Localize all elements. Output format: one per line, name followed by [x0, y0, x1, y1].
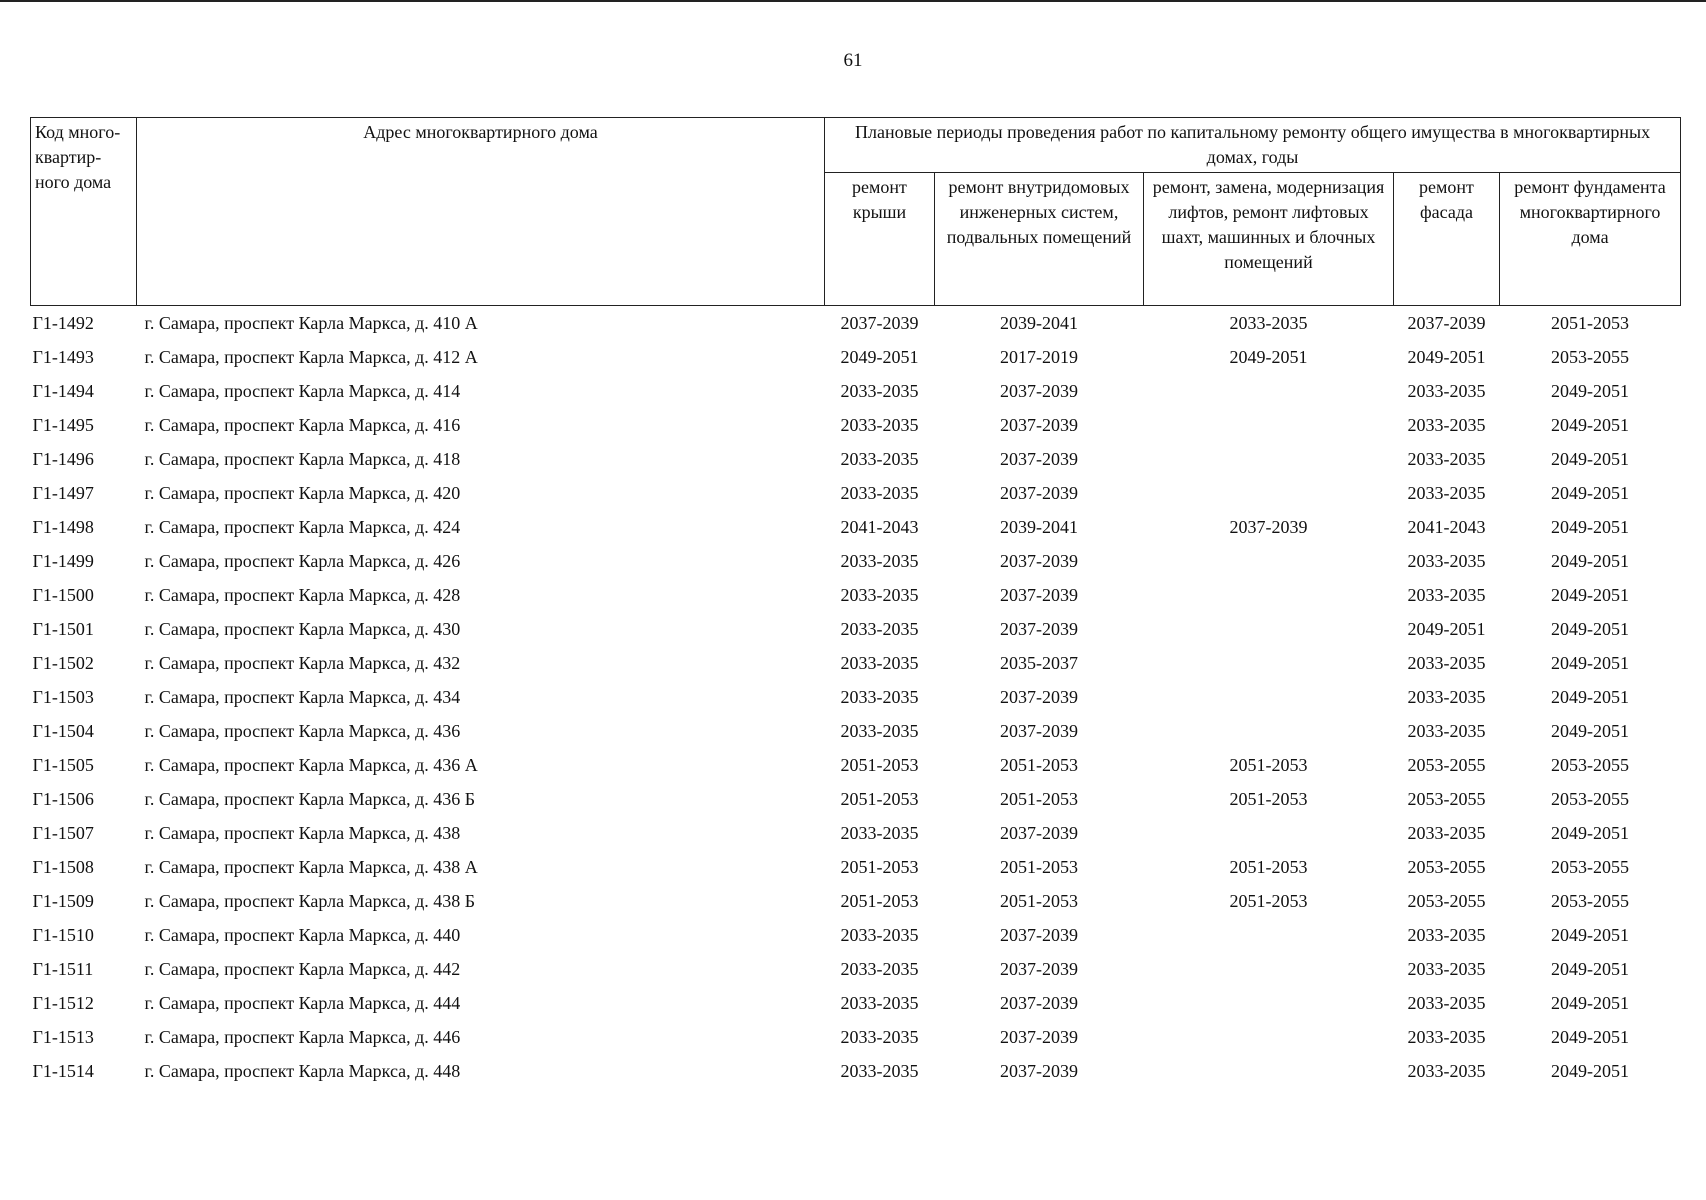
cell-code: Г1-1514 — [32, 1061, 94, 1081]
cell-systems: 2051-2053 — [1000, 857, 1078, 877]
cell-systems: 2037-2039 — [1000, 551, 1078, 571]
cell-address: г. Самара, проспект Карла Маркса, д. 412 А — [144, 347, 478, 367]
cell-systems: 2037-2039 — [1000, 721, 1078, 741]
cell-roof: 2033-2035 — [840, 959, 919, 979]
cell-elevators: 2033-2035 — [1229, 313, 1308, 333]
cell-elevators — [1144, 1020, 1394, 1054]
header-facade: ремонт фасада — [1394, 173, 1500, 306]
cell-code: Г1-1502 — [32, 653, 94, 673]
cell-address: г. Самара, проспект Карла Маркса, д. 446 — [144, 1027, 461, 1047]
cell-foundation: 2051-2053 — [1551, 313, 1630, 333]
cell-foundation: 2049-2051 — [1551, 449, 1630, 469]
cell-roof: 2033-2035 — [840, 721, 919, 741]
cell-code: Г1-1498 — [32, 517, 94, 537]
cell-code: Г1-1505 — [32, 755, 94, 775]
table-row — [31, 714, 1681, 748]
cell-elevators — [1144, 816, 1394, 850]
cell-facade: 2053-2055 — [1407, 857, 1486, 877]
cell-elevators — [1144, 918, 1394, 952]
cell-code: Г1-1506 — [32, 789, 94, 809]
cell-systems: 2051-2053 — [1000, 755, 1078, 775]
cell-systems: 2039-2041 — [1000, 517, 1078, 537]
header-periods-group: Плановые периоды проведения работ по капитальному ремонту общего имущества в многоквартирных домах, годы — [825, 118, 1681, 173]
cell-address: г. Самара, проспект Карла Маркса, д. 416 — [144, 415, 461, 435]
cell-code: Г1-1513 — [32, 1027, 94, 1047]
cell-elevators: 2051-2053 — [1229, 789, 1308, 809]
cell-code: Г1-1511 — [32, 959, 94, 979]
cell-facade: 2053-2055 — [1407, 891, 1486, 911]
cell-code: Г1-1492 — [32, 313, 94, 333]
table-row — [31, 884, 1681, 918]
cell-systems: 2037-2039 — [1000, 993, 1078, 1013]
cell-foundation: 2049-2051 — [1551, 381, 1630, 401]
cell-systems: 2037-2039 — [1000, 823, 1078, 843]
cell-systems: 2039-2041 — [1000, 313, 1078, 333]
cell-systems: 2037-2039 — [1000, 415, 1078, 435]
table-row — [31, 510, 1681, 544]
cell-systems: 2035-2037 — [1000, 653, 1078, 673]
cell-address: г. Самара, проспект Карла Маркса, д. 410 А — [144, 313, 478, 333]
cell-facade: 2033-2035 — [1407, 415, 1486, 435]
table-row — [31, 1020, 1681, 1054]
table-row — [31, 340, 1681, 374]
header-elevators: ремонт, замена, модернизация лифтов, ремонт лифтовых шахт, машинных и блочных помещений — [1144, 173, 1394, 306]
cell-address: г. Самара, проспект Карла Маркса, д. 430 — [144, 619, 461, 639]
cell-elevators — [1144, 680, 1394, 714]
cell-code: Г1-1504 — [32, 721, 94, 741]
capital-repair-table — [30, 117, 1681, 1088]
cell-facade: 2033-2035 — [1407, 585, 1486, 605]
cell-code: Г1-1495 — [32, 415, 94, 435]
cell-roof: 2033-2035 — [840, 449, 919, 469]
cell-facade: 2053-2055 — [1407, 789, 1486, 809]
cell-address: г. Самара, проспект Карла Маркса, д. 444 — [144, 993, 461, 1013]
cell-foundation: 2053-2055 — [1551, 857, 1630, 877]
cell-roof: 2033-2035 — [840, 823, 919, 843]
cell-code: Г1-1507 — [32, 823, 94, 843]
cell-facade: 2033-2035 — [1407, 687, 1486, 707]
table-row — [31, 612, 1681, 646]
cell-systems: 2037-2039 — [1000, 959, 1078, 979]
cell-elevators — [1144, 646, 1394, 680]
cell-systems: 2037-2039 — [1000, 619, 1078, 639]
cell-roof: 2033-2035 — [840, 483, 919, 503]
cell-elevators — [1144, 1054, 1394, 1088]
top-rule — [0, 0, 1706, 2]
cell-address: г. Самара, проспект Карла Маркса, д. 428 — [144, 585, 461, 605]
cell-elevators: 2037-2039 — [1229, 517, 1308, 537]
cell-facade: 2033-2035 — [1407, 483, 1486, 503]
cell-facade: 2033-2035 — [1407, 993, 1486, 1013]
cell-roof: 2051-2053 — [840, 891, 919, 911]
cell-foundation: 2049-2051 — [1551, 1061, 1630, 1081]
cell-elevators — [1144, 442, 1394, 476]
cell-facade: 2041-2043 — [1407, 517, 1486, 537]
cell-address: г. Самара, проспект Карла Маркса, д. 420 — [144, 483, 461, 503]
cell-roof: 2051-2053 — [840, 755, 919, 775]
cell-elevators: 2049-2051 — [1229, 347, 1308, 367]
header-roof: ремонт крыши — [825, 173, 935, 306]
cell-foundation: 2053-2055 — [1551, 789, 1630, 809]
header-address: Адрес многоквартирного дома — [137, 118, 825, 306]
table-row — [31, 306, 1681, 341]
cell-address: г. Самара, проспект Карла Маркса, д. 414 — [144, 381, 461, 401]
table-row — [31, 816, 1681, 850]
header-code: Код много-квартир-ного дома — [31, 118, 137, 306]
cell-elevators — [1144, 578, 1394, 612]
cell-roof: 2033-2035 — [840, 1027, 919, 1047]
cell-foundation: 2049-2051 — [1551, 721, 1630, 741]
table-row — [31, 408, 1681, 442]
table-row — [31, 374, 1681, 408]
cell-elevators — [1144, 374, 1394, 408]
cell-systems: 2037-2039 — [1000, 925, 1078, 945]
cell-address: г. Самара, проспект Карла Маркса, д. 436 Б — [144, 789, 476, 809]
cell-foundation: 2049-2051 — [1551, 585, 1630, 605]
cell-facade: 2049-2051 — [1407, 347, 1486, 367]
cell-address: г. Самара, проспект Карла Маркса, д. 438 Б — [144, 891, 476, 911]
cell-roof: 2033-2035 — [840, 653, 919, 673]
cell-roof: 2037-2039 — [840, 313, 919, 333]
cell-roof: 2033-2035 — [840, 585, 919, 605]
table-row — [31, 952, 1681, 986]
cell-code: Г1-1500 — [32, 585, 94, 605]
cell-elevators — [1144, 714, 1394, 748]
cell-roof: 2033-2035 — [840, 415, 919, 435]
cell-elevators: 2051-2053 — [1229, 891, 1308, 911]
cell-code: Г1-1496 — [32, 449, 94, 469]
cell-roof: 2049-2051 — [840, 347, 919, 367]
cell-address: г. Самара, проспект Карла Маркса, д. 432 — [144, 653, 461, 673]
cell-facade: 2053-2055 — [1407, 755, 1486, 775]
cell-elevators — [1144, 544, 1394, 578]
cell-address: г. Самара, проспект Карла Маркса, д. 438 — [144, 823, 461, 843]
table-row — [31, 442, 1681, 476]
cell-foundation: 2049-2051 — [1551, 687, 1630, 707]
cell-facade: 2033-2035 — [1407, 925, 1486, 945]
cell-address: г. Самара, проспект Карла Маркса, д. 440 — [144, 925, 461, 945]
cell-code: Г1-1494 — [32, 381, 94, 401]
cell-code: Г1-1512 — [32, 993, 94, 1013]
cell-systems: 2037-2039 — [1000, 1061, 1078, 1081]
table-header — [31, 118, 1681, 306]
cell-systems: 2037-2039 — [1000, 585, 1078, 605]
cell-foundation: 2053-2055 — [1551, 891, 1630, 911]
cell-elevators — [1144, 476, 1394, 510]
cell-foundation: 2049-2051 — [1551, 653, 1630, 673]
cell-systems: 2037-2039 — [1000, 483, 1078, 503]
cell-systems: 2037-2039 — [1000, 449, 1078, 469]
cell-roof: 2051-2053 — [840, 857, 919, 877]
table-row — [31, 986, 1681, 1020]
cell-facade: 2037-2039 — [1407, 313, 1486, 333]
header-systems: ремонт внутридомовых инженерных систем, подвальных помещений — [935, 173, 1144, 306]
cell-foundation: 2053-2055 — [1551, 755, 1630, 775]
cell-facade: 2033-2035 — [1407, 959, 1486, 979]
cell-facade: 2033-2035 — [1407, 823, 1486, 843]
cell-facade: 2049-2051 — [1407, 619, 1486, 639]
cell-address: г. Самара, проспект Карла Маркса, д. 436 А — [144, 755, 478, 775]
cell-elevators — [1144, 408, 1394, 442]
table-row — [31, 476, 1681, 510]
cell-code: Г1-1499 — [32, 551, 94, 571]
cell-facade: 2033-2035 — [1407, 1027, 1486, 1047]
cell-roof: 2041-2043 — [840, 517, 919, 537]
cell-elevators — [1144, 612, 1394, 646]
cell-systems: 2051-2053 — [1000, 891, 1078, 911]
cell-address: г. Самара, проспект Карла Маркса, д. 438 А — [144, 857, 478, 877]
cell-facade: 2033-2035 — [1407, 721, 1486, 741]
cell-foundation: 2049-2051 — [1551, 619, 1630, 639]
table-row — [31, 850, 1681, 884]
cell-foundation: 2049-2051 — [1551, 959, 1630, 979]
cell-elevators — [1144, 952, 1394, 986]
cell-elevators: 2051-2053 — [1229, 755, 1308, 775]
cell-code: Г1-1509 — [32, 891, 94, 911]
cell-foundation: 2049-2051 — [1551, 823, 1630, 843]
cell-systems: 2037-2039 — [1000, 1027, 1078, 1047]
table-row — [31, 646, 1681, 680]
cell-roof: 2033-2035 — [840, 925, 919, 945]
cell-facade: 2033-2035 — [1407, 1061, 1486, 1081]
cell-address: г. Самара, проспект Карла Маркса, д. 436 — [144, 721, 461, 741]
cell-code: Г1-1510 — [32, 925, 94, 945]
cell-roof: 2033-2035 — [840, 551, 919, 571]
cell-facade: 2033-2035 — [1407, 551, 1486, 571]
cell-roof: 2033-2035 — [840, 381, 919, 401]
cell-foundation: 2049-2051 — [1551, 1027, 1630, 1047]
cell-elevators — [1144, 986, 1394, 1020]
cell-roof: 2033-2035 — [840, 619, 919, 639]
cell-foundation: 2049-2051 — [1551, 517, 1630, 537]
cell-code: Г1-1497 — [32, 483, 94, 503]
page-number: 61 — [843, 50, 863, 71]
table-row — [31, 782, 1681, 816]
table-row — [31, 918, 1681, 952]
cell-foundation: 2049-2051 — [1551, 993, 1630, 1013]
cell-code: Г1-1503 — [32, 687, 94, 707]
cell-foundation: 2049-2051 — [1551, 483, 1630, 503]
cell-address: г. Самара, проспект Карла Маркса, д. 434 — [144, 687, 461, 707]
table-body — [31, 306, 1681, 1089]
cell-facade: 2033-2035 — [1407, 653, 1486, 673]
cell-systems: 2037-2039 — [1000, 381, 1078, 401]
cell-address: г. Самара, проспект Карла Маркса, д. 424 — [144, 517, 461, 537]
cell-roof: 2033-2035 — [840, 1061, 919, 1081]
table-row — [31, 544, 1681, 578]
cell-code: Г1-1508 — [32, 857, 94, 877]
cell-foundation: 2053-2055 — [1551, 347, 1630, 367]
cell-roof: 2033-2035 — [840, 993, 919, 1013]
cell-facade: 2033-2035 — [1407, 381, 1486, 401]
cell-address: г. Самара, проспект Карла Маркса, д. 448 — [144, 1061, 461, 1081]
cell-foundation: 2049-2051 — [1551, 551, 1630, 571]
cell-systems: 2017-2019 — [1000, 347, 1078, 367]
cell-systems: 2037-2039 — [1000, 687, 1078, 707]
cell-roof: 2033-2035 — [840, 687, 919, 707]
table-row — [31, 748, 1681, 782]
table-row — [31, 578, 1681, 612]
cell-address: г. Самара, проспект Карла Маркса, д. 418 — [144, 449, 461, 469]
cell-systems: 2051-2053 — [1000, 789, 1078, 809]
cell-foundation: 2049-2051 — [1551, 925, 1630, 945]
header-foundation: ремонт фундамента многоквартирного дома — [1500, 173, 1681, 306]
cell-code: Г1-1493 — [32, 347, 94, 367]
cell-roof: 2051-2053 — [840, 789, 919, 809]
cell-foundation: 2049-2051 — [1551, 415, 1630, 435]
cell-address: г. Самара, проспект Карла Маркса, д. 442 — [144, 959, 461, 979]
cell-elevators: 2051-2053 — [1229, 857, 1308, 877]
cell-facade: 2033-2035 — [1407, 449, 1486, 469]
table-row — [31, 680, 1681, 714]
cell-address: г. Самара, проспект Карла Маркса, д. 426 — [144, 551, 461, 571]
cell-code: Г1-1501 — [32, 619, 94, 639]
table-row — [31, 1054, 1681, 1088]
